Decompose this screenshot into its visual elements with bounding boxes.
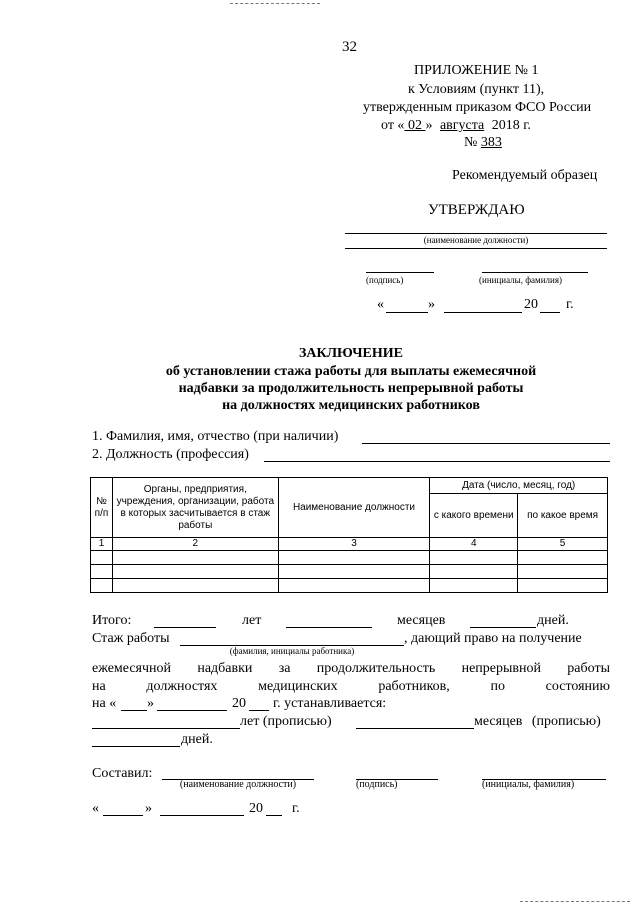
page-number: 32 [342, 39, 357, 55]
staz-name-caption: (фамилия, инициалы работника) [229, 646, 355, 656]
col-org-header: Органы, предприятия, учреждения, организации, работа в которых засчитывается в стаж работы [112, 478, 278, 538]
date-prefix: от « [381, 118, 405, 133]
approve-position-caption: (наименование должности) [423, 235, 529, 245]
total-months-label: месяцев [397, 613, 446, 628]
compiled-year: 20 [249, 801, 263, 816]
total-months-line[interactable] [286, 627, 372, 628]
table-row[interactable] [91, 579, 608, 593]
compiled-initials-caption: (инициалы, фамилия) [482, 779, 575, 790]
total-years-label: лет [242, 613, 262, 628]
approve-date-open: « [377, 297, 384, 312]
approve-year-line [540, 312, 560, 313]
number-prefix: № [464, 135, 481, 150]
col-number-3: 3 [278, 538, 430, 551]
col-to-header: по какое время [518, 494, 608, 538]
position-label: 2. Должность (профессия) [92, 447, 249, 462]
doc-title: ЗАКЛЮЧЕНИЕ [298, 346, 404, 361]
na-month-line[interactable] [157, 710, 227, 711]
approve-date-year: 20 [524, 297, 538, 312]
compiled-signature-caption: (подпись) [356, 779, 398, 790]
approve-date-suffix: г. [566, 297, 574, 312]
appendix-line1: к Условиям (пункт 11), [408, 82, 545, 97]
date-mid: » [425, 118, 436, 133]
days-words-line[interactable] [92, 746, 180, 747]
fio-label: 1. Фамилия, имя, отчество (при наличии) [92, 429, 339, 444]
appendix-line2: утвержденным приказом ФСО России [363, 100, 592, 115]
years-words-line[interactable] [92, 728, 240, 729]
doc-subtitle-1: об установлении стажа работы для выплаты ежемесячной [165, 364, 537, 379]
recommended-sample: Рекомендуемый образец [452, 168, 598, 183]
doc-subtitle-2: надбавки за продолжительность непрерывной работы [178, 381, 524, 396]
appendix-title: ПРИЛОЖЕНИЕ № 1 [414, 63, 539, 78]
established-label: г. устанавливается: [273, 696, 387, 711]
scan-artifact-top [230, 3, 320, 4]
table-row[interactable] [91, 565, 608, 579]
col-number-4: 4 [430, 538, 518, 551]
staz-right-to: , дающий право на получение [404, 631, 582, 646]
approve-position-line2 [345, 248, 607, 249]
approve-signature-caption: (подпись) [366, 275, 404, 285]
compiled-date-close: » [145, 801, 152, 816]
scan-artifact-bottom [520, 901, 630, 902]
na-year: 20 [232, 696, 246, 711]
approve-position-line [345, 233, 607, 234]
appendix-number [464, 135, 502, 151]
doc-subtitle-3: на должностях медицинских работников [222, 398, 480, 413]
date-month: августа [439, 118, 485, 133]
table-row[interactable] [91, 551, 608, 565]
compiled-date-open: « [92, 801, 99, 816]
approve-title: УТВЕРЖДАЮ [428, 202, 525, 218]
col-number-2: 2 [112, 538, 278, 551]
approve-initials-line [482, 272, 588, 273]
na-year-line[interactable] [249, 710, 269, 711]
approve-signature-line [366, 272, 434, 273]
compiled-month-line[interactable] [160, 815, 244, 816]
service-table [90, 477, 608, 593]
col-date-header: Дата (число, месяц, год) [430, 478, 608, 494]
months-words-line[interactable] [356, 728, 474, 729]
compiled-suffix: г. [292, 801, 300, 816]
summary-line-1: ежемесячной надбавки за продолжительность непрерывной работы [92, 661, 610, 676]
approve-date-close: » [428, 297, 435, 312]
fio-input-line[interactable] [362, 443, 610, 444]
total-years-line[interactable] [154, 627, 216, 628]
compiled-position-caption: (наименование должности) [179, 779, 297, 790]
date-year: 2018 г. [488, 118, 531, 133]
na-day-line[interactable] [121, 710, 147, 711]
col-from-header: с какого времени [430, 494, 518, 538]
total-days-line[interactable] [470, 627, 536, 628]
months-words-label: месяцев (прописью) [474, 714, 601, 729]
years-words-label: лет (прописью) [240, 714, 332, 729]
approve-initials-caption: (инициалы, фамилия) [479, 275, 562, 285]
compiled-year-line[interactable] [266, 815, 282, 816]
approve-month-line [444, 312, 522, 313]
compiled-day-line[interactable] [103, 815, 143, 816]
appendix-date [381, 118, 531, 134]
col-position-header: Наименование должности [278, 478, 430, 538]
total-label: Итого: [92, 613, 132, 628]
compiled-label: Составил: [92, 766, 153, 781]
staz-label: Стаж работы [92, 631, 170, 646]
number-value: 383 [480, 135, 502, 150]
na-open: на « [92, 696, 117, 711]
approve-day-line [386, 312, 428, 313]
summary-line-2: на должностях медицинских работников, по состоянию [92, 679, 610, 694]
col-number-1: 1 [91, 538, 113, 551]
col-number-5: 5 [518, 538, 608, 551]
na-close: » [147, 696, 154, 711]
days-end-label: дней. [181, 732, 213, 747]
col-num-header: № п/п [91, 478, 113, 538]
date-day: 02 [404, 118, 426, 133]
position-input-line[interactable] [264, 461, 610, 462]
total-days-label: дней. [537, 613, 569, 628]
